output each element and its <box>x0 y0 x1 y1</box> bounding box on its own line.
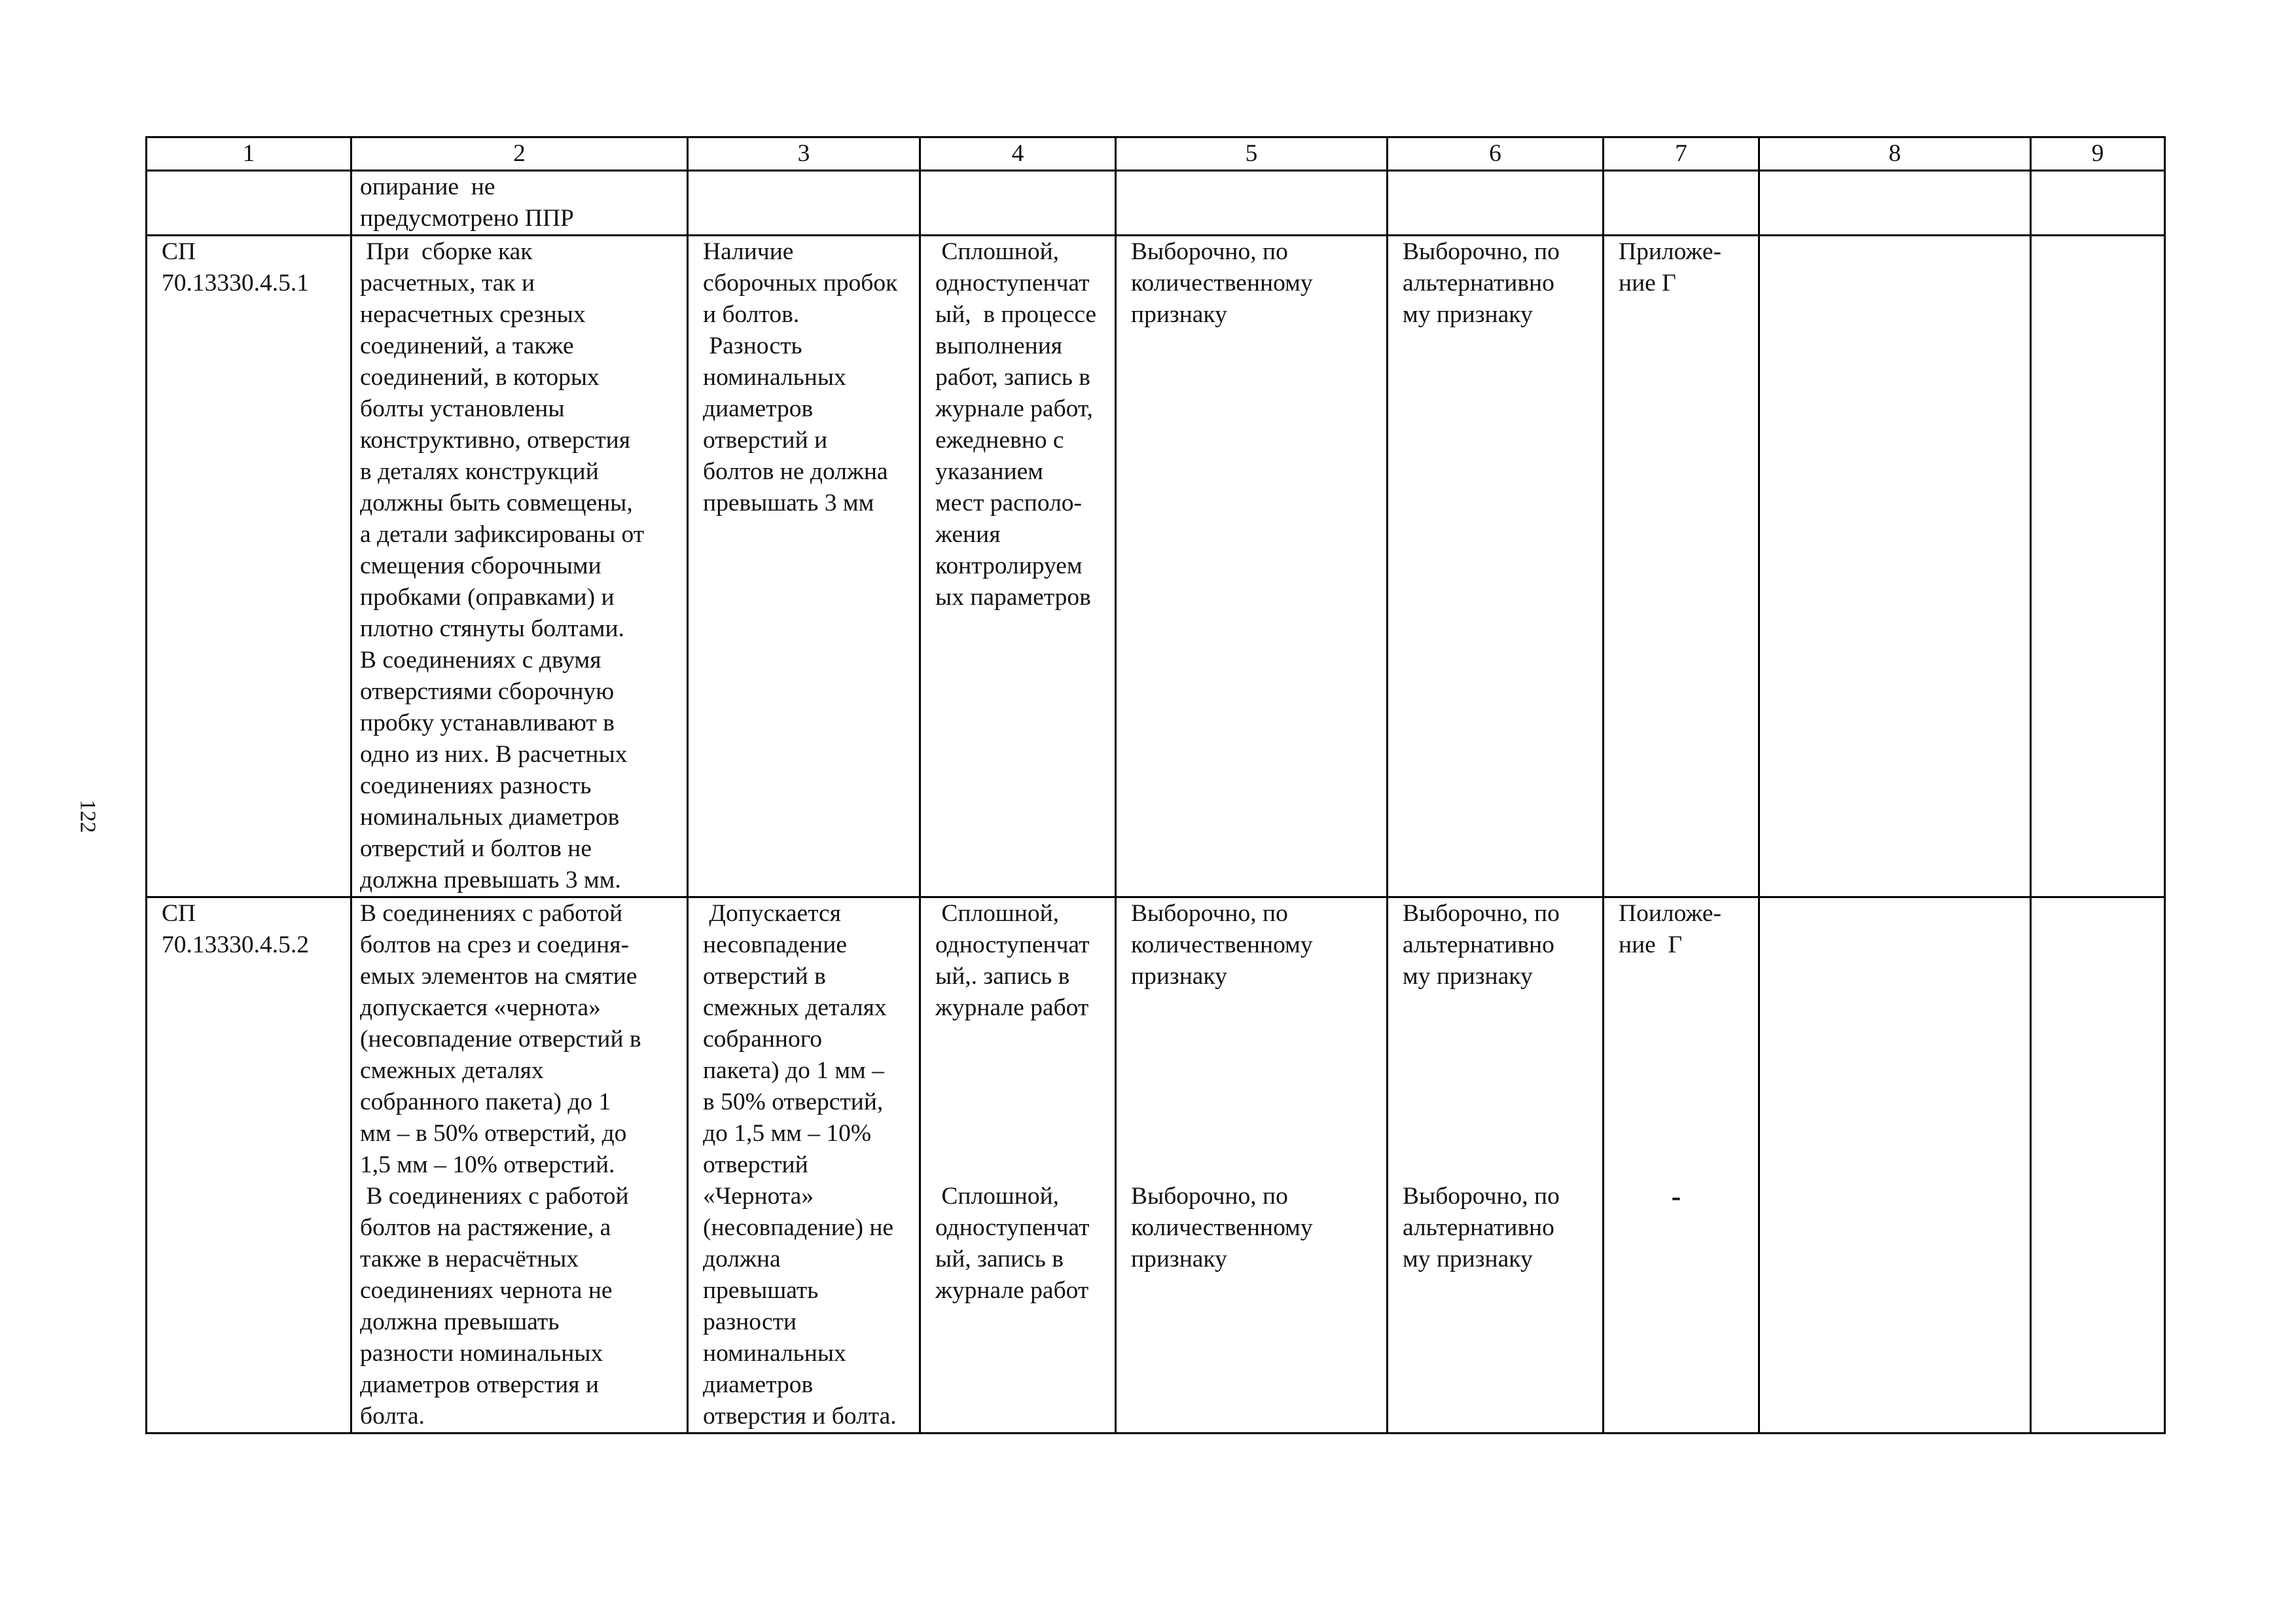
control-plan: Выборочно, по альтернативно му признаку <box>1403 1183 1560 1272</box>
control-method: Сплошной, одноступенчат ый,. запись в журнале работ <box>935 900 1090 1021</box>
table-cell <box>2031 236 2165 897</box>
control-type: Выборочно, по количественному признаку <box>1131 900 1313 990</box>
control-plan: Выборочно, по альтернативно му признаку <box>1403 238 1560 328</box>
column-number-9: 9 <box>2031 137 2165 171</box>
table-cell <box>351 897 688 1434</box>
column-number-1: 1 <box>147 137 351 171</box>
table-cell <box>147 171 351 236</box>
column-number-3: 3 <box>688 137 920 171</box>
column-number-7: 7 <box>1604 137 1759 171</box>
requirement-text: опирание не предусмотрено ППР <box>360 173 574 232</box>
table-cell <box>351 171 688 236</box>
table-cell <box>920 897 1116 1434</box>
requirement-text: В соединениях с работой болтов на срез и соединя- емых элементов на смятие допускается «чернота» (несовпадение отверстий в смежных деталях собранного пакета) до 1 мм – в 50% отверстий, до 1,5 мм – 10% отверстий. <box>360 900 641 1178</box>
table-cell <box>920 236 1116 897</box>
column-number-row <box>147 137 2165 171</box>
page-number: 122 <box>75 799 100 833</box>
control-method: Сплошной, одноступенчат ый, запись в журнале работ <box>935 1183 1090 1304</box>
table-cell <box>1388 897 1604 1434</box>
table-cell <box>1116 171 1388 236</box>
control-type: Выборочно, по количественному признаку <box>1131 238 1313 328</box>
norm-reference: СП 70.13330.4.5.2 <box>162 900 309 958</box>
table-cell <box>1604 171 1759 236</box>
empty-dash: - <box>1671 1180 1681 1212</box>
table-cell <box>688 897 920 1434</box>
table-cell <box>1759 171 2031 236</box>
control-type: Выборочно, по количественному признаку <box>1131 1183 1313 1272</box>
table-cell <box>1759 236 2031 897</box>
requirement-text: В соединениях с работой болтов на растяжение, а также в нерасчётных соединениях чернота не должна превышать разности номинальных диаметров отверстия и болта. <box>360 1183 629 1430</box>
table-cell <box>147 897 351 1434</box>
table-cell <box>147 236 351 897</box>
column-number-4: 4 <box>920 137 1116 171</box>
table-cell <box>688 171 920 236</box>
column-number-8: 8 <box>1759 137 2031 171</box>
table-row-4-5-1 <box>147 236 2165 897</box>
table-cell <box>2031 171 2165 236</box>
appendix-reference: Приложе- ние Г <box>1619 238 1721 297</box>
table-cell <box>1604 897 1759 1434</box>
table-cell <box>1604 236 1759 897</box>
table-cell <box>1116 897 1388 1434</box>
table-cell <box>351 236 688 897</box>
control-plan: Выборочно, по альтернативно му признаку <box>1403 900 1560 990</box>
controlled-parameters: Допускается несовпадение отверстий в смежных деталях собранного пакета) до 1 мм – в 50% отверстий, до 1,5 мм – 10% отверстий <box>703 900 887 1178</box>
table-cell <box>2031 897 2165 1434</box>
table-row-4-5-2 <box>147 897 2165 1434</box>
controlled-parameters: Наличие сборочных пробок и болтов. Разность номинальных диаметров отверстий и болтов не должна превышать 3 мм <box>703 238 898 516</box>
control-method: Сплошной, одноступенчат ый, в процессе выполнения работ, запись в журнале работ, ежедневно с указанием мест располо- жения контролируем ых параметров <box>935 238 1097 611</box>
requirements-table <box>145 136 2166 1434</box>
column-number-5: 5 <box>1116 137 1388 171</box>
table-cell <box>1388 171 1604 236</box>
table-cell <box>1116 236 1388 897</box>
table-cell <box>1759 897 2031 1434</box>
norm-reference: СП 70.13330.4.5.1 <box>162 238 309 297</box>
appendix-reference: Поиложе- ние Г <box>1619 900 1721 958</box>
column-number-2: 2 <box>351 137 688 171</box>
column-number-6: 6 <box>1388 137 1604 171</box>
table-row-continuation <box>147 171 2165 236</box>
table-cell <box>1388 236 1604 897</box>
requirement-text: При сборке как расчетных, так и нерасчетных срезных соединений, а также соединений, в которых болты установлены конструктивно, отверстия в деталях конструкций должны быть совмещены, а детали зафиксированы от смещения сборочными пробками (оправками) и плотно стянуты болтами. В соединениях с двумя отверстиями сборочную пробку устанавливают в одно из них. В расчетных соединениях разность номинальных диаметров отверстий и болтов не должна превышать 3 мм. <box>360 238 645 893</box>
table-cell <box>688 236 920 897</box>
table-cell <box>920 171 1116 236</box>
controlled-parameters: «Чернота» (несовпадение) не должна превышать разности номинальных диаметров отверстия и болта. <box>703 1183 897 1430</box>
